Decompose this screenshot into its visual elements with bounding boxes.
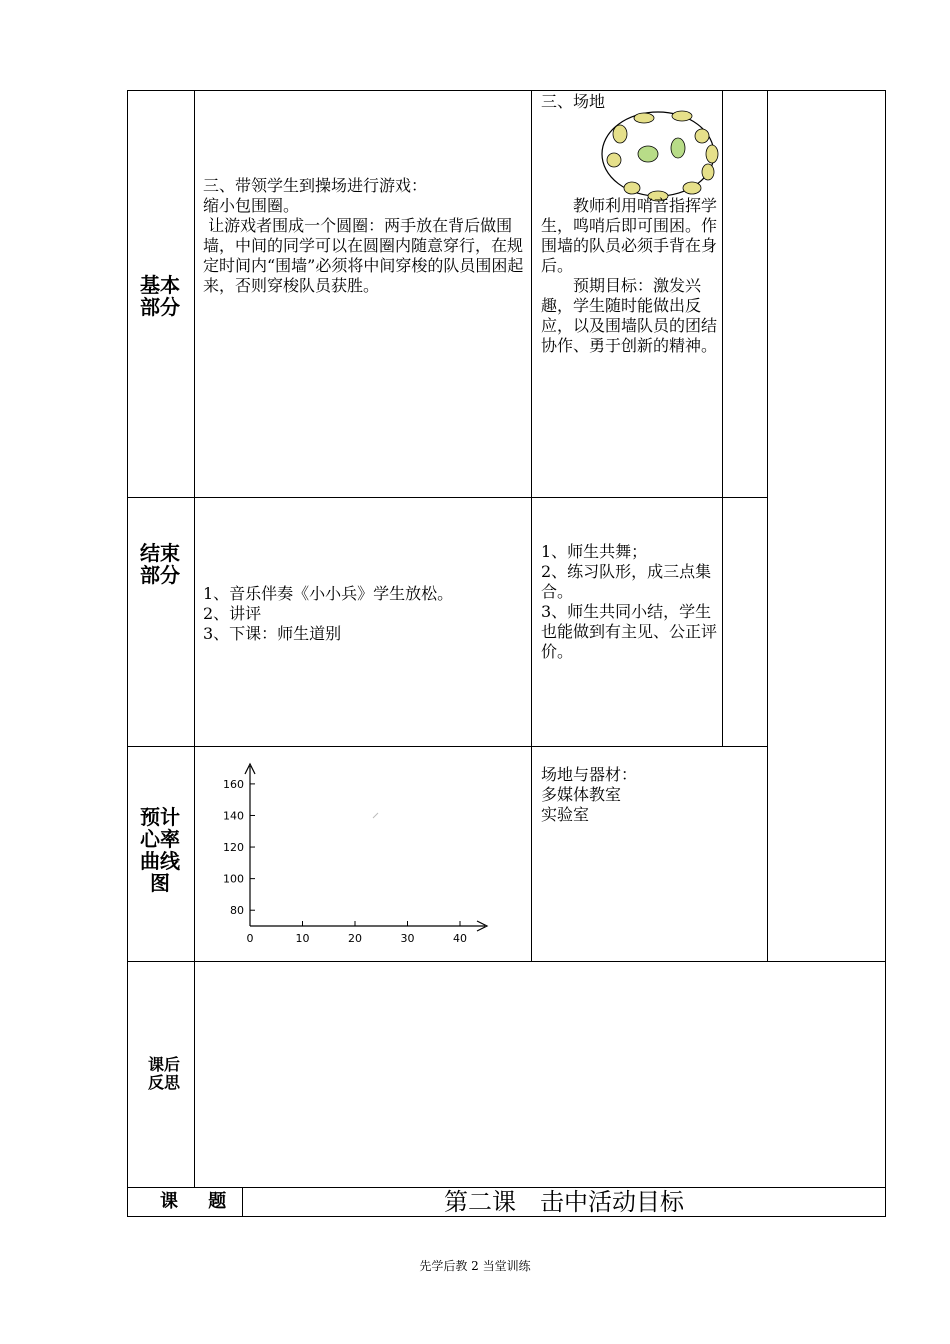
table-top-border — [127, 90, 886, 91]
field-diagram — [598, 108, 722, 204]
row-divider-basic-ending — [127, 497, 768, 498]
heart-rate-chart — [210, 756, 510, 956]
col-divider-content — [531, 90, 532, 962]
section-label-basic: 基本部分 — [140, 273, 180, 319]
chart-y-tick-label: 80 — [230, 904, 244, 918]
col-divider-count — [767, 90, 768, 962]
col-divider-org — [722, 90, 723, 747]
chart-x-tick-label: 30 — [400, 932, 415, 945]
page-footer: 先学后教 2 当堂训练 — [419, 1259, 531, 1273]
chart-x-tick-label: 10 — [295, 932, 310, 945]
topic-label: 课 题 — [160, 1191, 239, 1212]
field-title: 三、场地 — [541, 92, 606, 111]
topic-value: 第二课 击中活动目标 — [444, 1188, 684, 1216]
equipment-text: 场地与器材： 多媒体教室 实验室 — [541, 765, 638, 824]
ending-organization-text: 1、师生共舞； 2、练习队形，成三点集合。 3、师生共同小结，学生也能做到有主见、公正评价。 — [541, 542, 718, 661]
chart-x-tick-label: 40 — [453, 932, 467, 945]
chart-x-tick-label: 0 — [246, 932, 254, 945]
table-right-border — [885, 90, 886, 1217]
chart-faint-mark — [373, 813, 378, 818]
col-divider-label — [194, 90, 195, 1188]
chart-y-tick-label: 140 — [223, 809, 244, 823]
section-label-ending: 结束部分 — [140, 541, 180, 587]
chart-y-tick-label: 160 — [223, 777, 244, 791]
chart-y-tick-label: 100 — [223, 872, 244, 886]
chart-y-tick-label: 120 — [223, 841, 244, 855]
section-label-reflection: 课后反思 — [147, 1055, 180, 1092]
basic-content-text: 三、带领学生到操场进行游戏： 缩小包围圈。 让游戏者围成一个圆圈：两手放在背后做围墙，中间的同学可以在圆圈内随意穿行，在规定时间内“围墙”必须将中间穿梭的队员围困起来，否则穿梭队员获胜。 — [203, 176, 524, 295]
ending-content-text: 1、音乐伴奏《小小兵》学生放松。 2、讲评 3、下课：师生道别 — [203, 584, 454, 643]
table-left-border — [127, 90, 128, 1217]
smiley-faces-icon — [607, 111, 718, 201]
row-divider-ending-chart — [127, 746, 768, 747]
section-label-heart-rate: 预计心率曲线图 — [140, 805, 180, 895]
chart-x-tick-label: 20 — [348, 932, 362, 945]
basic-organization-text: 教师利用哨音指挥学生，鸣哨后即可围困。作围墙的队员必须手背在身后。 预期目标：激发兴趣，学生随时能做出反应，以及围墙队员的团结协作、勇于创新的精神。 — [541, 196, 718, 355]
row-divider-chart-reflection — [127, 961, 886, 962]
